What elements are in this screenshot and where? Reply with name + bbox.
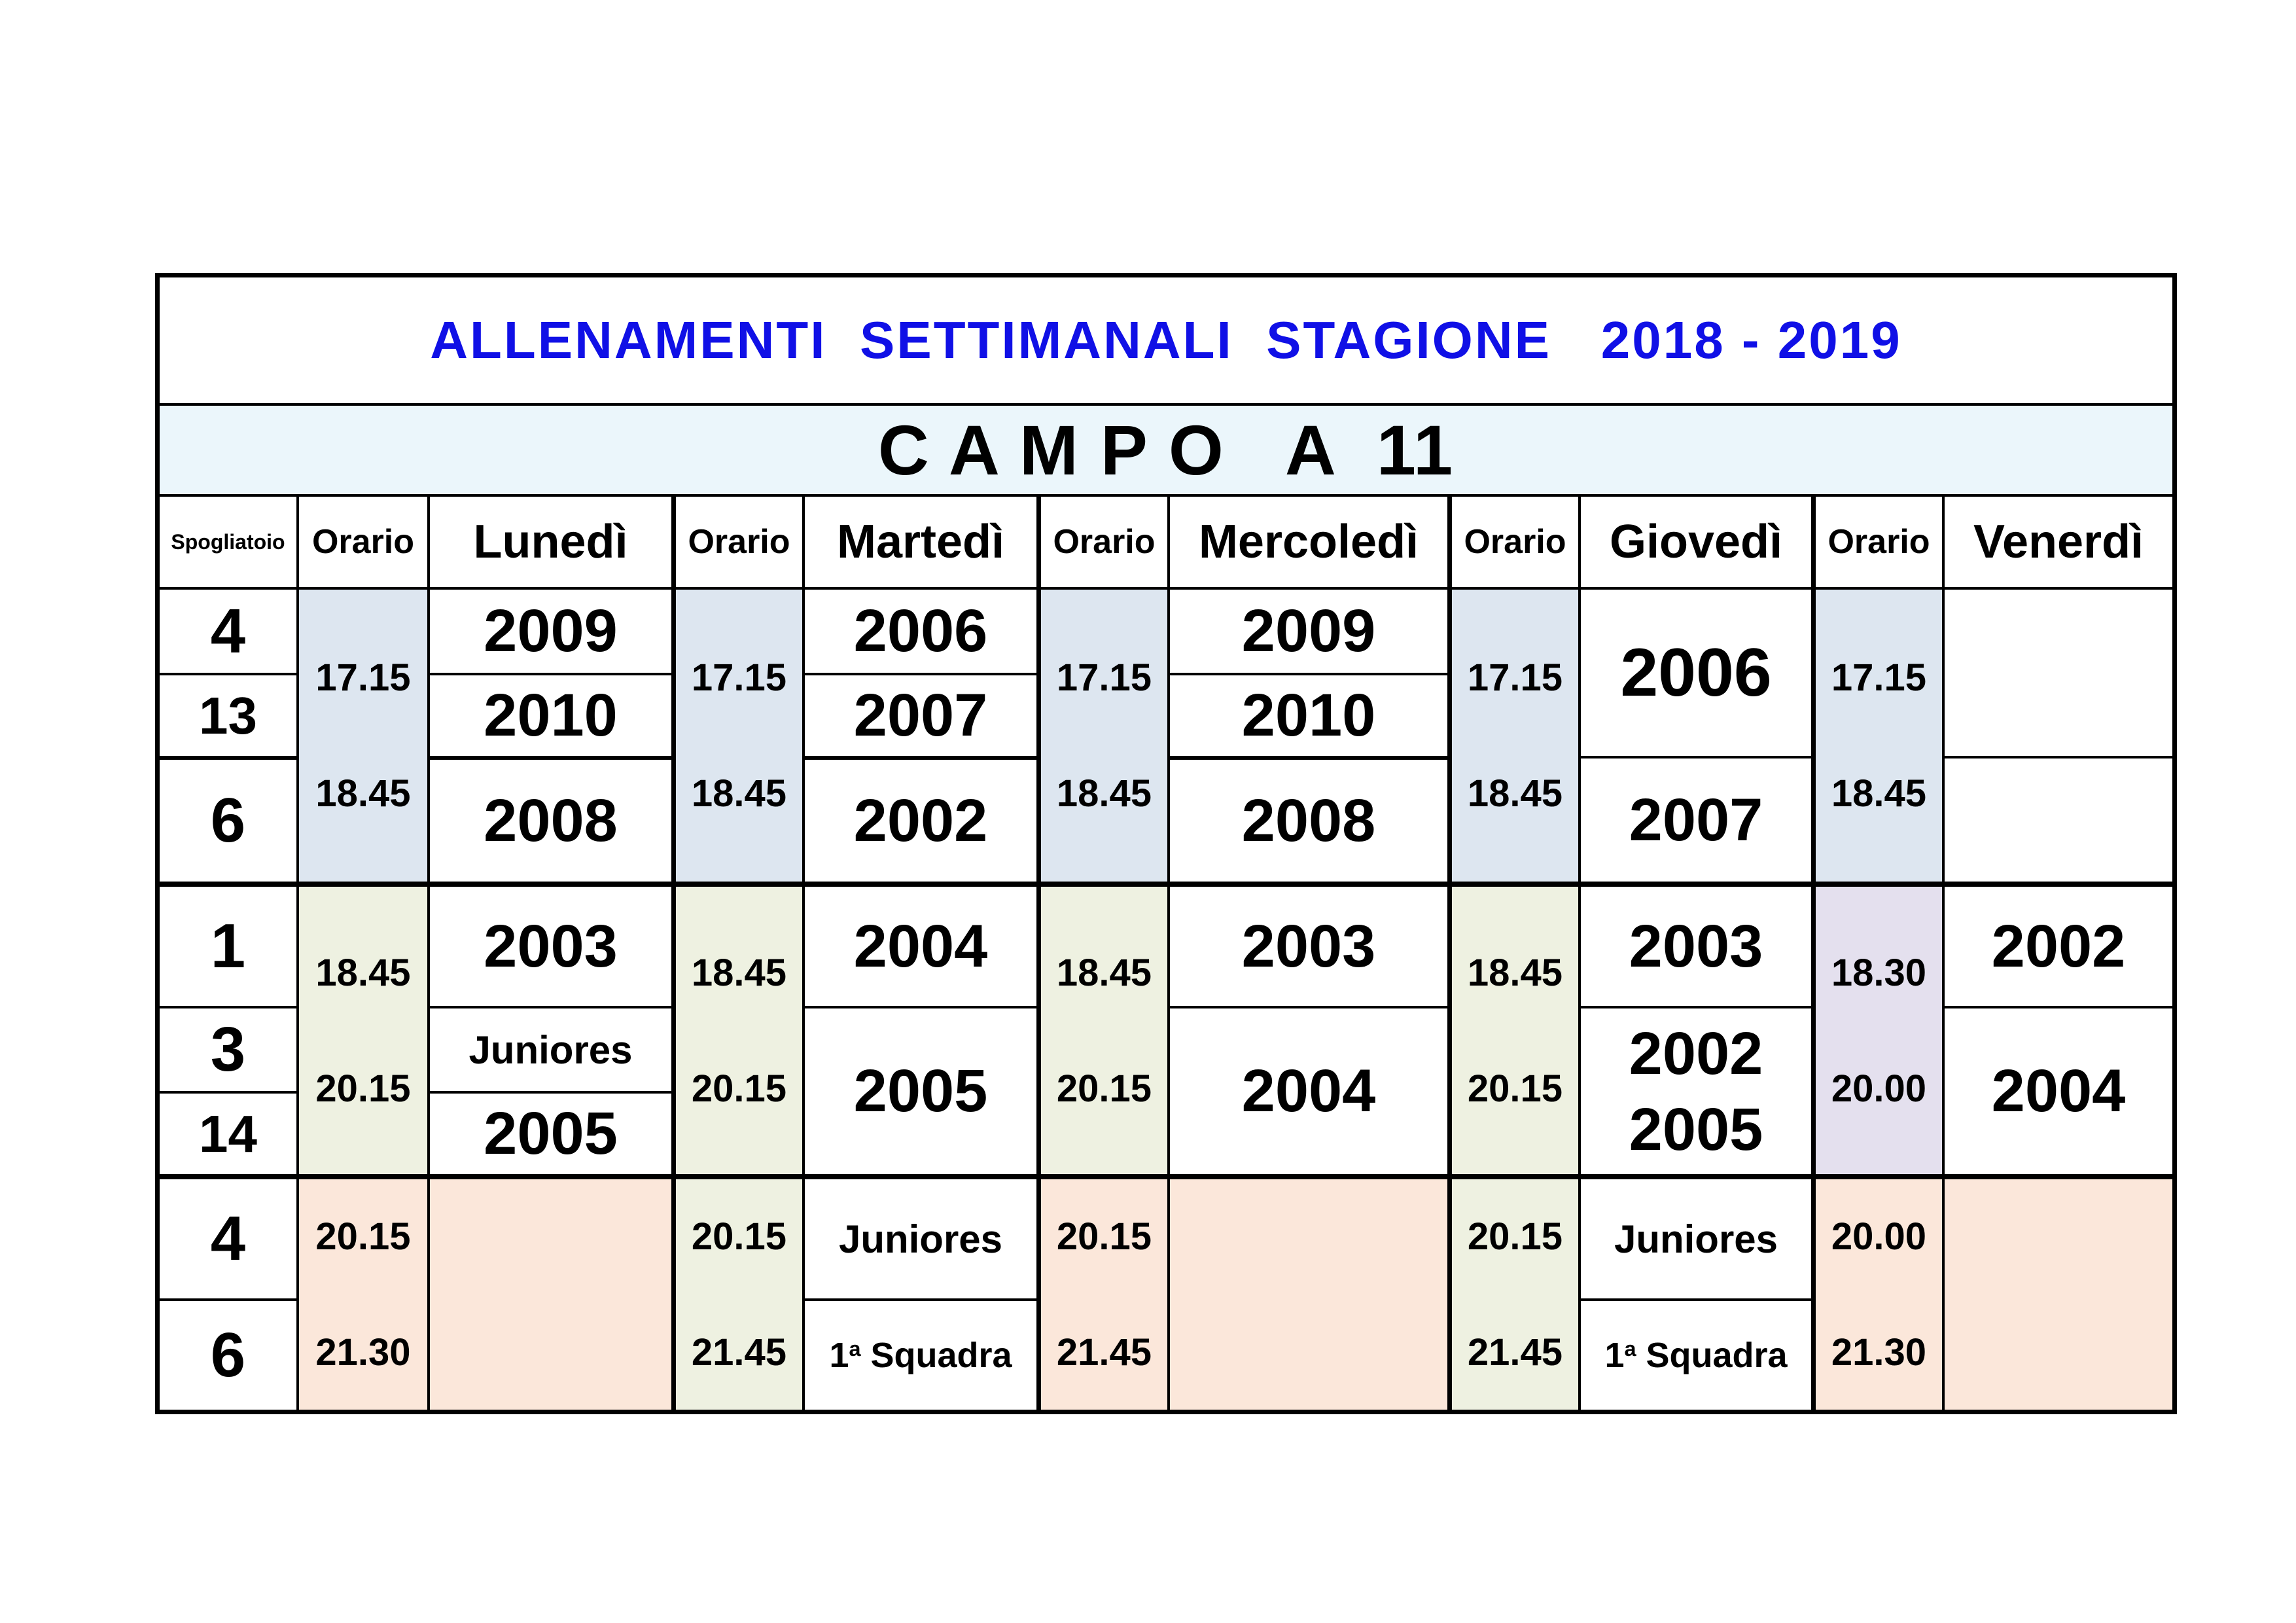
team-cell bbox=[1942, 756, 2172, 882]
team-cell: 2010 bbox=[427, 673, 671, 756]
time-start: 18.45 bbox=[1056, 951, 1152, 994]
time-end: 18.45 bbox=[1831, 772, 1927, 815]
title-text: ALLENAMENTI SETTIMANALI STAGIONE bbox=[430, 311, 1552, 369]
time-cell bbox=[671, 882, 802, 1174]
time-start: 18.45 bbox=[1467, 951, 1563, 994]
time-cell bbox=[1811, 882, 1942, 1174]
time-cell bbox=[1036, 587, 1167, 882]
team-cell bbox=[1578, 1298, 1811, 1410]
time-cell bbox=[1036, 1174, 1167, 1410]
title-gap bbox=[1551, 310, 1601, 370]
header-spogliatoio: Spogliatoio bbox=[160, 494, 296, 587]
team-cell bbox=[1942, 1174, 2172, 1410]
field-title: C A M P O A 11 bbox=[160, 403, 2172, 494]
time-start: 17.15 bbox=[315, 656, 411, 699]
title-season: 2018 - 2019 bbox=[1600, 311, 1902, 369]
time-cell bbox=[1447, 1174, 1578, 1410]
header-orario-martedi: Orario bbox=[671, 494, 802, 587]
room-cell: 6 bbox=[160, 756, 296, 882]
room-cell: 4 bbox=[160, 1174, 296, 1298]
time-end: 21.45 bbox=[1056, 1331, 1152, 1374]
time-end: 21.30 bbox=[1831, 1331, 1927, 1374]
team-number: 1 bbox=[1604, 1336, 1625, 1375]
header-orario-venerdi: Orario bbox=[1811, 494, 1942, 587]
room-cell: 3 bbox=[160, 1006, 296, 1091]
room-cell: 4 bbox=[160, 587, 296, 673]
team-cell: Juniores bbox=[427, 1006, 671, 1091]
header-giovedi: Giovedì bbox=[1578, 494, 1811, 587]
time-cell bbox=[296, 1174, 427, 1410]
team-cell bbox=[802, 1298, 1036, 1410]
team-label: 2005 bbox=[1629, 1096, 1763, 1163]
time-end: 18.45 bbox=[691, 772, 787, 815]
team-label bbox=[829, 1335, 1012, 1376]
time-start: 20.15 bbox=[1467, 1215, 1563, 1258]
time-start: 17.15 bbox=[1467, 656, 1563, 699]
time-cell bbox=[1811, 587, 1942, 882]
team-cell bbox=[1167, 1174, 1447, 1410]
team-cell: 2008 bbox=[1167, 756, 1447, 882]
team-cell: 2003 bbox=[1578, 882, 1811, 1006]
time-end: 21.30 bbox=[315, 1331, 411, 1374]
time-end: 18.45 bbox=[1467, 772, 1563, 815]
team-cell: 2009 bbox=[1167, 587, 1447, 673]
header-orario-lunedi: Orario bbox=[296, 494, 427, 587]
time-end: 20.15 bbox=[315, 1067, 411, 1110]
time-end: 20.15 bbox=[1056, 1067, 1152, 1110]
schedule-table bbox=[155, 273, 2177, 1414]
header-lunedi: Lunedì bbox=[427, 494, 671, 587]
header-orario-mercoledi: Orario bbox=[1036, 494, 1167, 587]
time-cell bbox=[296, 587, 427, 882]
team-cell bbox=[1578, 1006, 1811, 1174]
room-cell: 14 bbox=[160, 1091, 296, 1174]
team-cell: 2008 bbox=[427, 756, 671, 882]
header-mercoledi: Mercoledì bbox=[1167, 494, 1447, 587]
header-martedi: Martedì bbox=[802, 494, 1036, 587]
team-name: Squadra bbox=[1636, 1336, 1788, 1375]
time-cell bbox=[296, 882, 427, 1174]
page-title bbox=[160, 277, 2172, 403]
team-cell: 2005 bbox=[427, 1091, 671, 1174]
time-start: 20.15 bbox=[1056, 1215, 1152, 1258]
time-start: 17.15 bbox=[691, 656, 787, 699]
time-end: 21.45 bbox=[1467, 1331, 1563, 1374]
time-end: 20.15 bbox=[1467, 1067, 1563, 1110]
team-cell bbox=[1942, 587, 2172, 756]
room-cell: 1 bbox=[160, 882, 296, 1006]
time-end: 20.15 bbox=[691, 1067, 787, 1110]
team-cell: 2007 bbox=[1578, 756, 1811, 882]
team-cell: 2007 bbox=[802, 673, 1036, 756]
team-label: 2002 bbox=[1629, 1020, 1763, 1087]
time-start: 18.45 bbox=[691, 951, 787, 994]
time-start: 20.15 bbox=[691, 1215, 787, 1258]
ordinal-suffix: a bbox=[849, 1337, 861, 1361]
team-number: 1 bbox=[829, 1336, 849, 1375]
time-start: 18.45 bbox=[315, 951, 411, 994]
time-cell bbox=[1036, 882, 1167, 1174]
time-cell bbox=[1811, 1174, 1942, 1410]
team-cell: 2006 bbox=[1578, 587, 1811, 756]
team-cell: 2003 bbox=[427, 882, 671, 1006]
team-cell: Juniores bbox=[802, 1174, 1036, 1298]
time-start: 17.15 bbox=[1831, 656, 1927, 699]
team-cell: Juniores bbox=[1578, 1174, 1811, 1298]
time-cell bbox=[671, 1174, 802, 1410]
time-end: 20.00 bbox=[1831, 1067, 1927, 1110]
team-cell: 2004 bbox=[1942, 1006, 2172, 1174]
time-start: 18.30 bbox=[1831, 951, 1927, 994]
team-name: Squadra bbox=[860, 1336, 1012, 1375]
time-start: 20.15 bbox=[315, 1215, 411, 1258]
team-cell: 2002 bbox=[1942, 882, 2172, 1006]
time-cell bbox=[1447, 587, 1578, 882]
time-start: 20.00 bbox=[1831, 1215, 1927, 1258]
time-cell bbox=[1447, 882, 1578, 1174]
team-cell bbox=[427, 1174, 671, 1410]
team-label bbox=[1604, 1335, 1787, 1376]
team-cell: 2009 bbox=[427, 587, 671, 673]
team-cell: 2004 bbox=[802, 882, 1036, 1006]
team-cell: 2004 bbox=[1167, 1006, 1447, 1174]
header-orario-giovedi: Orario bbox=[1447, 494, 1578, 587]
team-cell: 2003 bbox=[1167, 882, 1447, 1006]
team-cell: 2005 bbox=[802, 1006, 1036, 1174]
header-venerdi: Venerdì bbox=[1942, 494, 2172, 587]
time-end: 18.45 bbox=[315, 772, 411, 815]
ordinal-suffix: a bbox=[1624, 1337, 1636, 1361]
team-cell: 2002 bbox=[802, 756, 1036, 882]
time-start: 17.15 bbox=[1056, 656, 1152, 699]
team-cell: 2010 bbox=[1167, 673, 1447, 756]
room-cell: 13 bbox=[160, 673, 296, 756]
time-cell bbox=[671, 587, 802, 882]
time-end: 18.45 bbox=[1056, 772, 1152, 815]
time-end: 21.45 bbox=[691, 1331, 787, 1374]
room-cell: 6 bbox=[160, 1298, 296, 1410]
team-cell: 2006 bbox=[802, 587, 1036, 673]
